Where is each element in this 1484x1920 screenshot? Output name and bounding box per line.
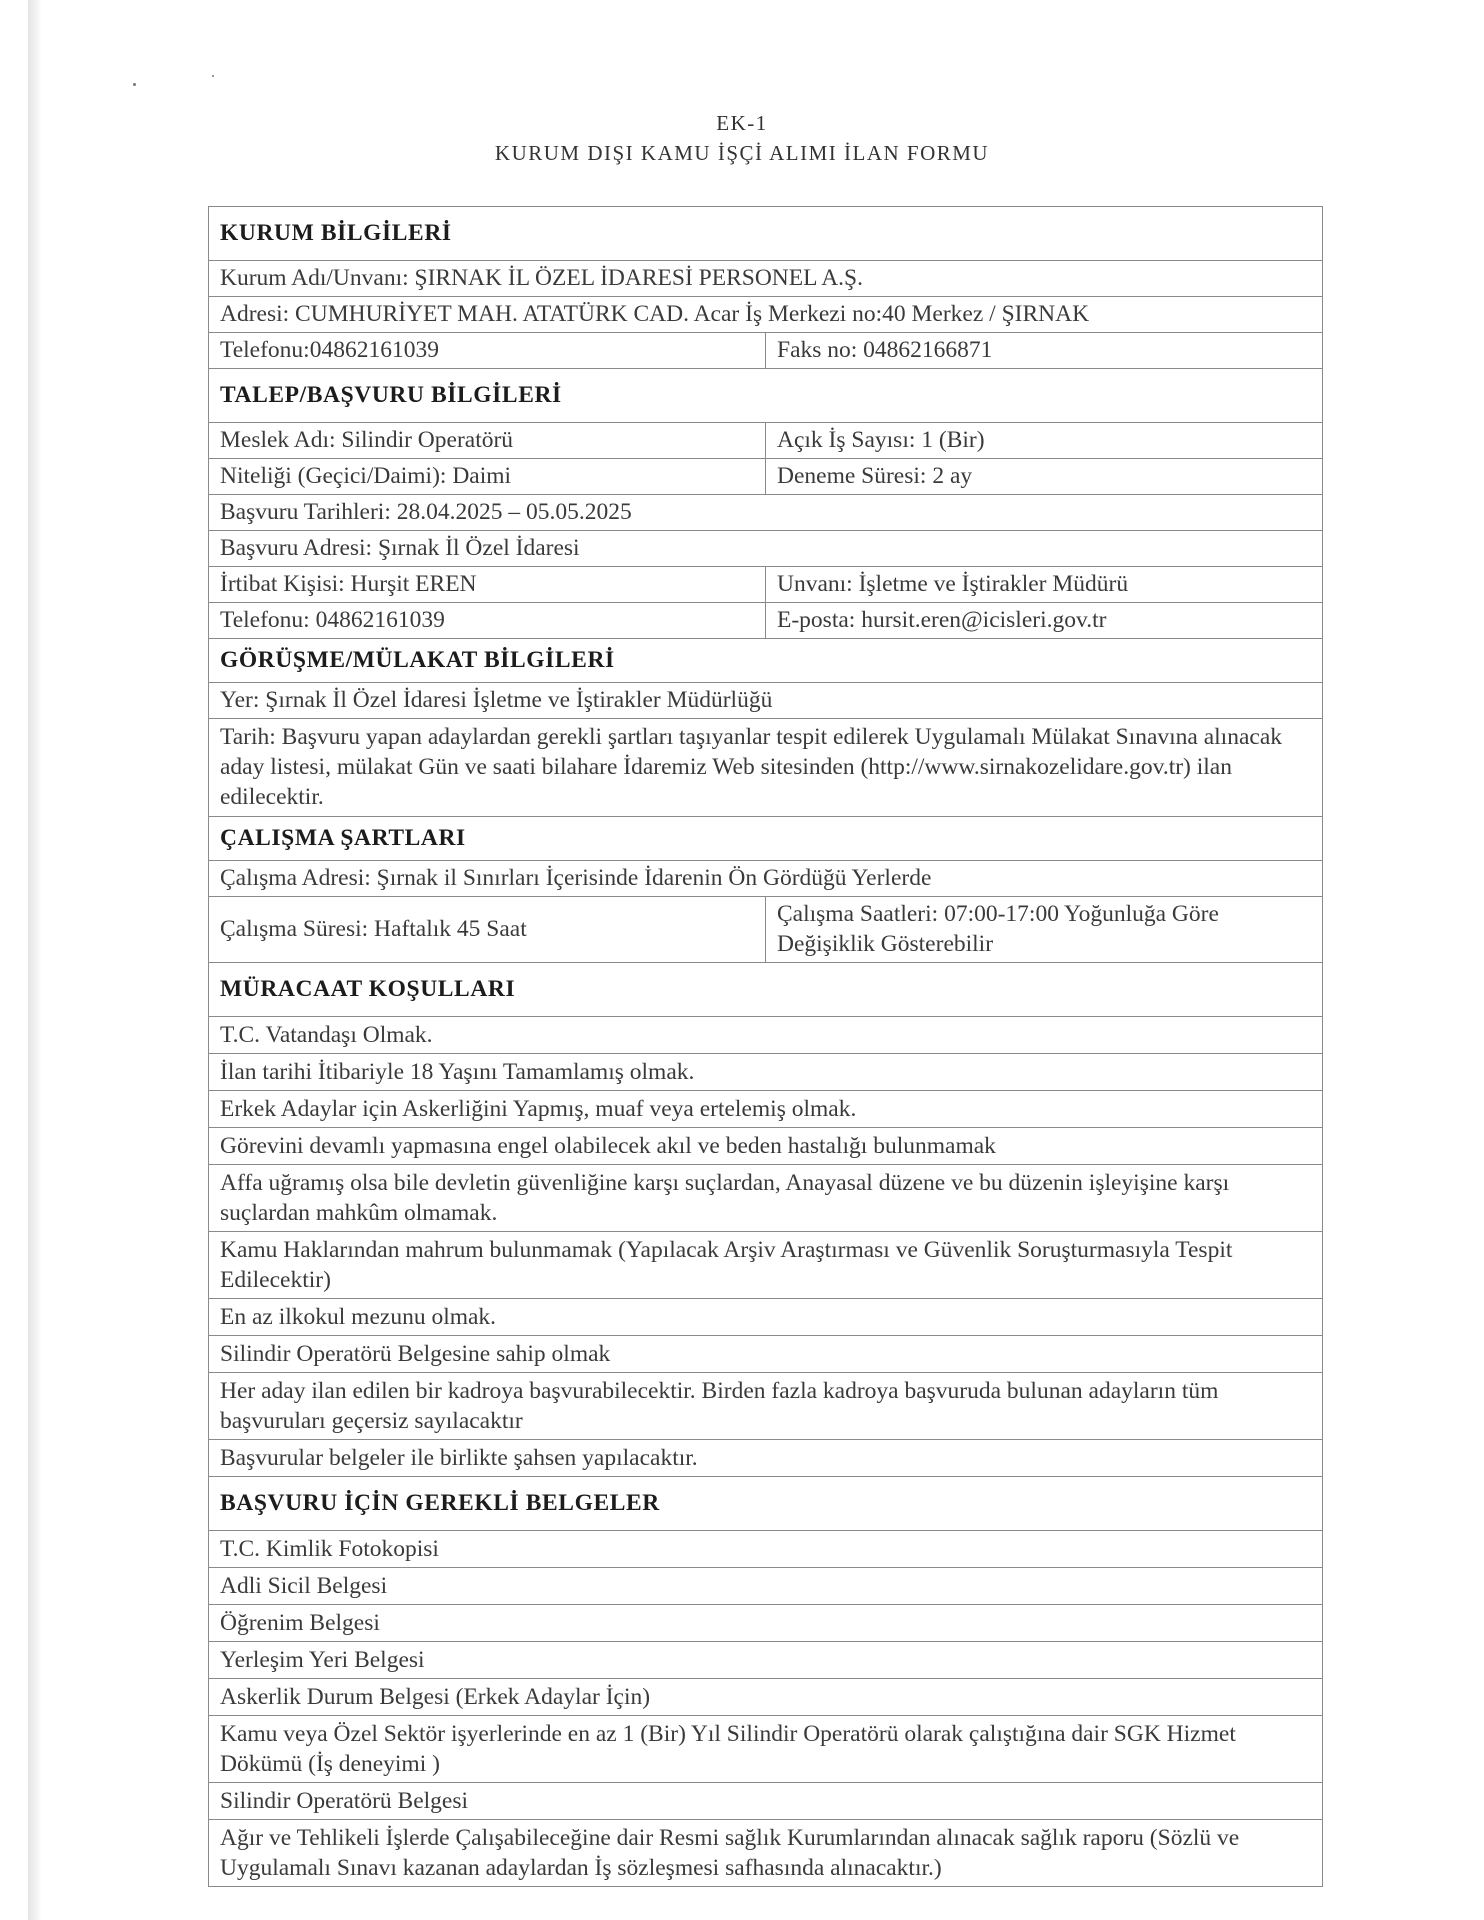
scan-edge-shadow: [28, 0, 42, 1920]
kurum-adi: Kurum Adı/Unvanı: ŞIRNAK İL ÖZEL İDARESİ PERSONEL A.Ş.: [209, 261, 1323, 297]
form-row: [209, 683, 1323, 719]
section-heading-gorusme: GÖRÜŞME/MÜLAKAT BİLGİLERİ: [209, 639, 1323, 683]
document-row: [209, 1820, 1323, 1887]
form-row: [209, 567, 1323, 603]
requirement-item: Görevini devamlı yapmasına engel olabilecek akıl ve beden hastalığı bulunmamak: [209, 1128, 1323, 1165]
section-row: [209, 369, 1323, 423]
document-item: Öğrenim Belgesi: [209, 1605, 1323, 1642]
basvuru-adresi: Başvuru Adresi: Şırnak İl Özel İdaresi: [209, 531, 1323, 567]
document-item: T.C. Kimlik Fotokopisi: [209, 1531, 1323, 1568]
form-row: [209, 603, 1323, 639]
calisma-saatleri: Çalışma Saatleri: 07:00-17:00 Yoğunluğa Göre Değişiklik Gösterebilir: [766, 897, 1323, 963]
kurum-telefon: Telefonu:04862161039: [209, 333, 766, 369]
requirement-item: İlan tarihi İtibariyle 18 Yaşını Tamamlamış olmak.: [209, 1054, 1323, 1091]
requirement-item: Her aday ilan edilen bir kadroya başvurabilecektir. Birden fazla kadroya başvuruda bulunan adayların tüm başvuruları geçersiz sayılacaktır: [209, 1373, 1323, 1440]
document-item: Askerlik Durum Belgesi (Erkek Adaylar İçin): [209, 1679, 1323, 1716]
section-heading-talep: TALEP/BAŞVURU BİLGİLERİ: [209, 369, 1323, 423]
requirement-row: [209, 1373, 1323, 1440]
form-row: [209, 261, 1323, 297]
irtibat-unvani: Unvanı: İşletme ve İştirakler Müdürü: [766, 567, 1323, 603]
document-header: [0, 108, 1484, 168]
requirement-row: [209, 1165, 1323, 1232]
requirement-row: [209, 1091, 1323, 1128]
requirement-item: Erkek Adaylar için Askerliğini Yapmış, muaf veya ertelemiş olmak.: [209, 1091, 1323, 1128]
document-item: Kamu veya Özel Sektör işyerlerinde en az 1 (Bir) Yıl Silindir Operatörü olarak çalıştığına dair SGK Hizmet Dökümü (İş deneyimi ): [209, 1716, 1323, 1783]
form-row: [209, 297, 1323, 333]
requirement-item: Kamu Haklarından mahrum bulunmamak (Yapılacak Arşiv Araştırması ve Güvenlik Soruşturmasıyla Tespit Edilecektir): [209, 1232, 1323, 1299]
requirement-row: [209, 1336, 1323, 1373]
calisma-adresi: Çalışma Adresi: Şırnak il Sınırları İçerisinde İdarenin Ön Gördüğü Yerlerde: [209, 861, 1323, 897]
document-item: Ağır ve Tehlikeli İşlerde Çalışabileceğine dair Resmi sağlık Kurumlarından alınacak sağlık raporu (Sözlü ve Uygulamalı Sınavı kazanan adaylardan İş sözleşmesi safhasında alınacaktır.): [209, 1820, 1323, 1887]
form-row: [209, 719, 1323, 817]
document-row: [209, 1605, 1323, 1642]
calisma-suresi: Çalışma Süresi: Haftalık 45 Saat: [209, 897, 766, 963]
form-row: [209, 459, 1323, 495]
section-row: [209, 963, 1323, 1017]
section-heading-muracaat: MÜRACAAT KOŞULLARI: [209, 963, 1323, 1017]
requirement-row: [209, 1440, 1323, 1477]
section-heading-belgeler: BAŞVURU İÇİN GEREKLİ BELGELER: [209, 1477, 1323, 1531]
section-row: [209, 639, 1323, 683]
document-row: [209, 1642, 1323, 1679]
requirement-row: [209, 1054, 1323, 1091]
deneme-suresi: Deneme Süresi: 2 ay: [766, 459, 1323, 495]
requirement-row: [209, 1299, 1323, 1336]
document-item: Adli Sicil Belgesi: [209, 1568, 1323, 1605]
acik-is-sayisi: Açık İş Sayısı: 1 (Bir): [766, 423, 1323, 459]
section-heading-kurum: KURUM BİLGİLERİ: [209, 207, 1323, 261]
requirement-item: Affa uğramış olsa bile devletin güvenliğine karşı suçlardan, Anayasal düzene ve bu düzenin işleyişine karşı suçlardan mahkûm olmamak.: [209, 1165, 1323, 1232]
kurum-faks: Faks no: 04862166871: [766, 333, 1323, 369]
irtibat-telefonu: Telefonu: 04862161039: [209, 603, 766, 639]
kurum-adres: Adresi: CUMHURİYET MAH. ATATÜRK CAD. Acar İş Merkezi no:40 Merkez / ŞIRNAK: [209, 297, 1323, 333]
scan-speck: [133, 83, 136, 86]
requirement-item: Başvurular belgeler ile birlikte şahsen yapılacaktır.: [209, 1440, 1323, 1477]
section-row: [209, 207, 1323, 261]
form-title: KURUM DIŞI KAMU İŞÇİ ALIMI İLAN FORMU: [494, 141, 990, 165]
document-row: [209, 1531, 1323, 1568]
form-row: [209, 333, 1323, 369]
mulakat-yeri: Yer: Şırnak İl Özel İdaresi İşletme ve İştirakler Müdürlüğü: [209, 683, 1323, 719]
form-row: [209, 861, 1323, 897]
form-row: [209, 495, 1323, 531]
irtibat-kisisi: İrtibat Kişisi: Hurşit EREN: [209, 567, 766, 603]
requirement-row: [209, 1128, 1323, 1165]
announcement-form-table: [208, 206, 1323, 1887]
requirement-item: En az ilkokul mezunu olmak.: [209, 1299, 1323, 1336]
document-item: Silindir Operatörü Belgesi: [209, 1783, 1323, 1820]
form-row: [209, 423, 1323, 459]
document-row: [209, 1783, 1323, 1820]
section-row: [209, 817, 1323, 861]
requirement-item: Silindir Operatörü Belgesine sahip olmak: [209, 1336, 1323, 1373]
document-row: [209, 1716, 1323, 1783]
mulakat-tarihi: Tarih: Başvuru yapan adaylardan gerekli şartları taşıyanlar tespit edilerek Uygulamalı Mülakat Sınavına alınacak aday listesi, mülakat Gün ve saati bilahare İdaremiz Web sitesinden (http://www.sirnakozelidare.gov.tr) ilan edilecektir.: [209, 719, 1323, 817]
form-row: [209, 897, 1323, 963]
section-heading-calisma: ÇALIŞMA ŞARTLARI: [209, 817, 1323, 861]
document-row: [209, 1568, 1323, 1605]
document-item: Yerleşim Yeri Belgesi: [209, 1642, 1323, 1679]
irtibat-eposta: E-posta: hursit.eren@icisleri.gov.tr: [766, 603, 1323, 639]
requirement-item: T.C. Vatandaşı Olmak.: [209, 1017, 1323, 1054]
annex-label: EK-1: [716, 111, 768, 135]
document-row: [209, 1679, 1323, 1716]
requirement-row: [209, 1232, 1323, 1299]
meslek-adi: Meslek Adı: Silindir Operatörü: [209, 423, 766, 459]
requirement-row: [209, 1017, 1323, 1054]
scan-speck: [212, 75, 214, 77]
niteligi: Niteliği (Geçici/Daimi): Daimi: [209, 459, 766, 495]
form-row: [209, 531, 1323, 567]
section-row: [209, 1477, 1323, 1531]
basvuru-tarihleri: Başvuru Tarihleri: 28.04.2025 – 05.05.2025: [209, 495, 1323, 531]
